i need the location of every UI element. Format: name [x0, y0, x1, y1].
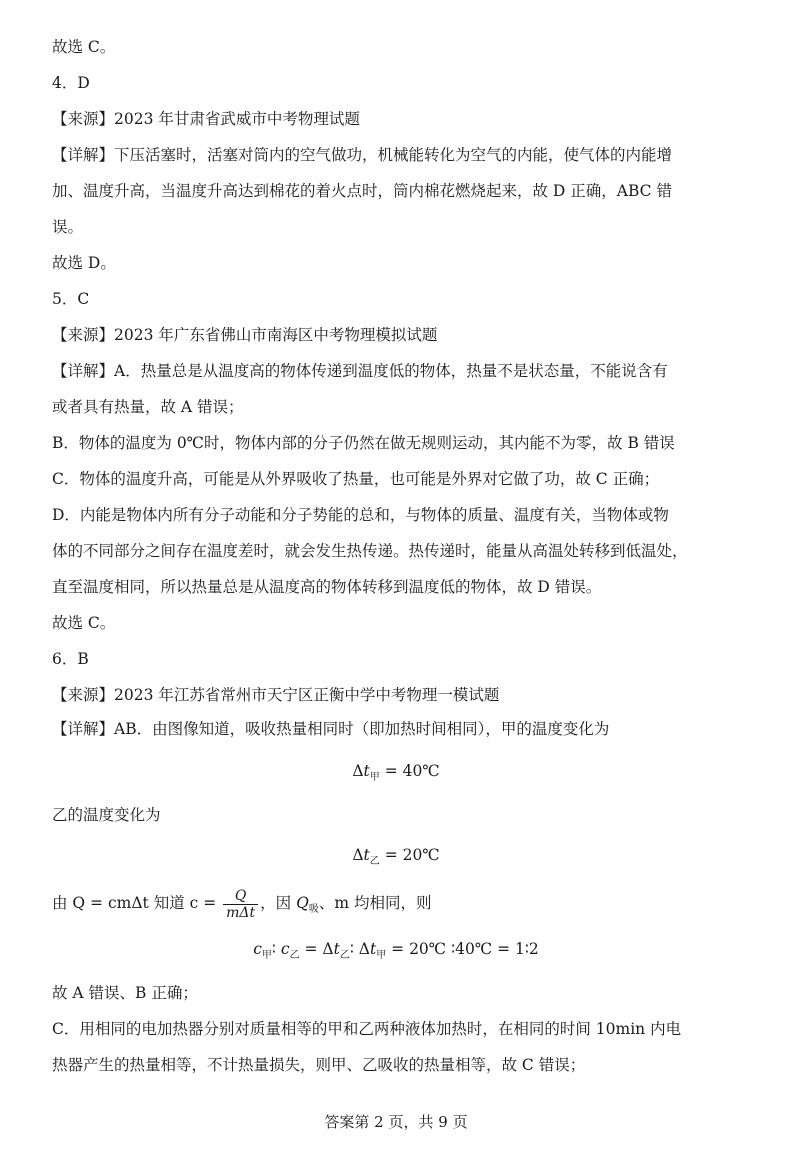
- source-line: 【来源】2023 年江苏省常州市天宁区正衡中学中考物理一模试题: [52, 686, 500, 704]
- explanation-line: D．内能是物体内所有分子动能和分子势能的总和，与物体的质量、温度有关，当物体或物: [52, 506, 669, 524]
- question-number: 5．C: [52, 290, 90, 308]
- colon-delta: ∶ Δ: [349, 940, 370, 958]
- explanation-line: 乙的温度变化为: [52, 806, 161, 824]
- formula-prefix: 由 Q = cmΔt 知道 c =: [52, 894, 222, 912]
- variable-t: t: [363, 846, 370, 864]
- ratio-equation: [0, 938, 792, 967]
- text-line: 故选 C。: [52, 614, 116, 632]
- text-line: 故选 C。: [52, 38, 116, 56]
- formula-mid: ，因: [260, 894, 297, 912]
- explanation-line: 热器产生的热量相等，不计热量损失，则甲、乙吸收的热量相等，故 C 错误；: [52, 1056, 586, 1074]
- explanation-line: 【详解】A．热量总是从温度高的物体传递到温度低的物体，热量不是状态量，不能说含有: [52, 362, 668, 380]
- fraction-denominator: mΔt: [226, 904, 256, 921]
- equation-delta-t-yi: [0, 844, 792, 873]
- subscript: 乙: [369, 856, 380, 868]
- variable-t: t: [363, 762, 370, 780]
- explanation-line: C．物体的温度升高，可能是从外界吸收了热量，也可能是外界对它做了功，故 C 正确；: [52, 470, 660, 488]
- page-footer: 答案第 2 页，共 9 页: [324, 1113, 468, 1131]
- colon: ∶: [271, 940, 281, 958]
- explanation-line: 误。: [52, 218, 84, 236]
- source-line: 【来源】2023 年广东省佛山市南海区中考物理模拟试题: [52, 326, 438, 344]
- fraction-numerator: Q: [223, 888, 258, 905]
- ratio-rhs: = 20℃ ∶40℃ = 1∶2: [386, 940, 539, 958]
- explanation-line: 直至温度相同，所以热量总是从温度高的物体转移到温度低的物体，故 D 错误。: [52, 578, 602, 596]
- subscript: 乙: [339, 950, 350, 962]
- formula-line: [52, 886, 431, 927]
- variable-t: t: [370, 940, 377, 958]
- subscript: 甲: [376, 950, 387, 962]
- equation-delta-t-jia: [0, 760, 792, 789]
- fraction: [223, 888, 258, 921]
- delta-symbol: Δ: [352, 762, 364, 780]
- explanation-line: C．用相同的电加热器分别对质量相等的甲和乙两种液体加热时，在相同的时间 10min 内电: [52, 1020, 682, 1038]
- subscript: 乙: [289, 950, 300, 962]
- delta-symbol: Δ: [352, 846, 364, 864]
- explanation-line: 或者具有热量，故 A 错误；: [52, 398, 244, 416]
- formula-tail: 、m 均相同，则: [318, 894, 432, 912]
- question-number: 4．D: [52, 74, 90, 92]
- subscript: 甲: [261, 950, 272, 962]
- variable-c: c: [280, 940, 290, 958]
- variable-t: t: [333, 940, 340, 958]
- explanation-line: 体的不同部分之间存在温度差时，就会发生热传递。热传递时，能量从高温处转移到低温处，: [52, 542, 688, 560]
- explanation-line: 【详解】下压活塞时，活塞对筒内的空气做功，机械能转化为空气的内能，使气体的内能增: [52, 146, 673, 164]
- explanation-line: B．物体的温度为 0℃时，物体内部的分子仍然在做无规则运动，其内能不为零，故 B 错误: [52, 434, 675, 452]
- equals-delta: = Δ: [299, 940, 334, 958]
- explanation-line: 故 A 错误、B 正确；: [52, 984, 198, 1002]
- subscript: 吸: [308, 904, 319, 916]
- text-line: 故选 D。: [52, 254, 116, 272]
- explanation-line: 【详解】AB．由图像知道，吸收热量相同时（即加热时间相同），甲的温度变化为: [52, 720, 610, 738]
- variable-c: c: [253, 940, 262, 958]
- source-line: 【来源】2023 年甘肃省武威市中考物理试题: [52, 110, 360, 128]
- subscript: 甲: [369, 772, 380, 784]
- explanation-line: 加、温度升高，当温度升高达到棉花的着火点时，筒内棉花燃烧起来，故 D 正确，ABC 错: [52, 182, 672, 200]
- question-number: 6．B: [52, 650, 89, 668]
- equation-rhs: = 20℃: [379, 846, 440, 864]
- variable-q: Q: [296, 894, 309, 912]
- equation-rhs: = 40℃: [379, 762, 440, 780]
